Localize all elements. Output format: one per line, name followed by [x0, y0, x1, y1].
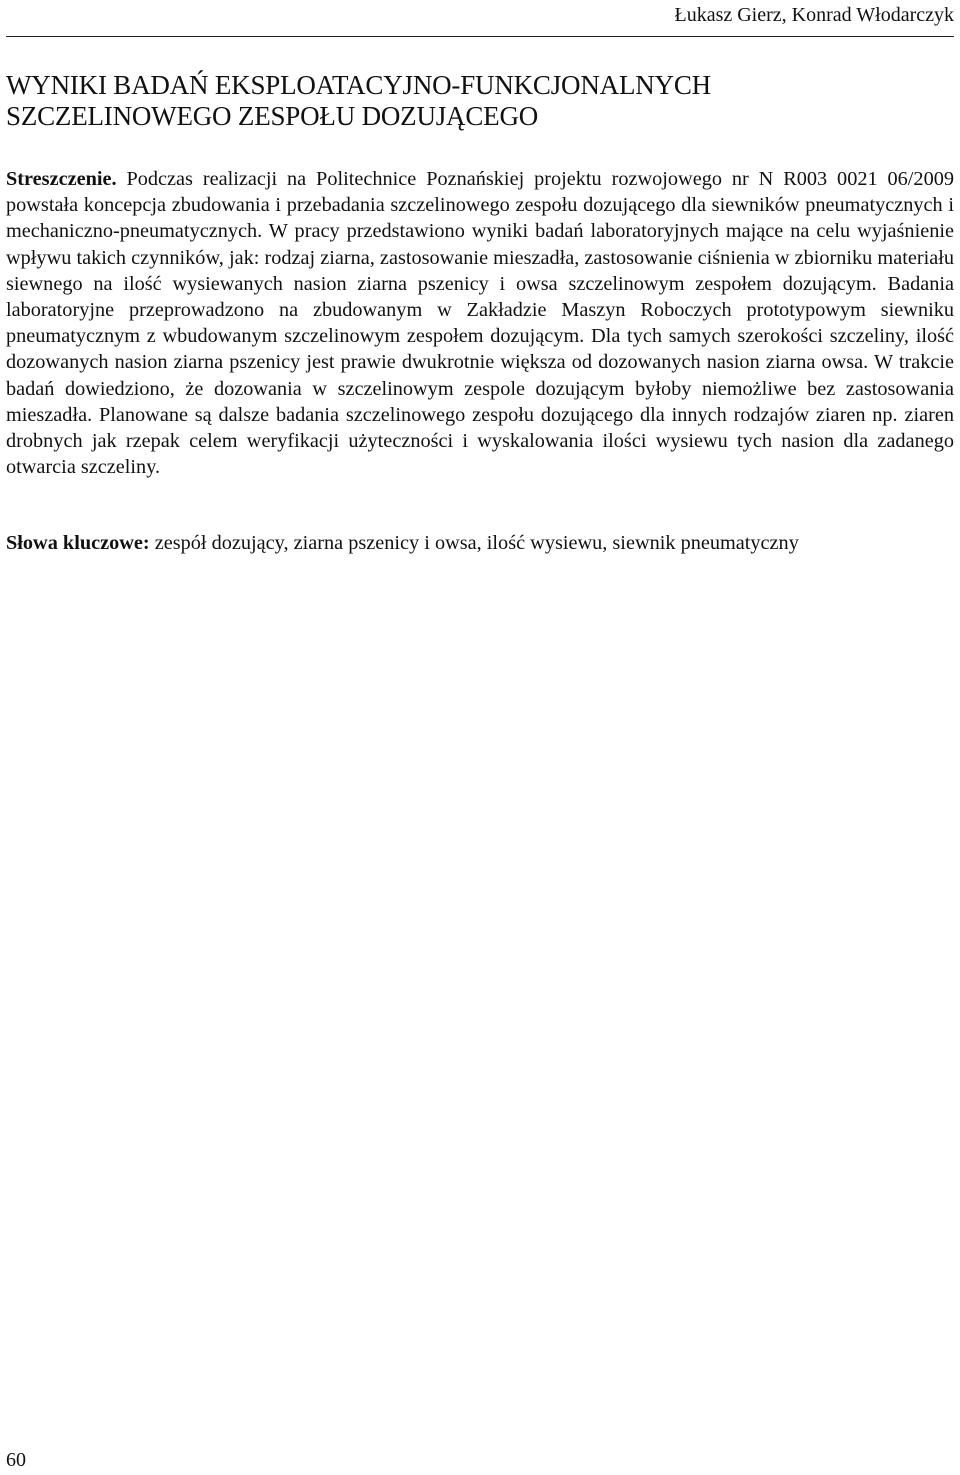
running-header-authors: Łukasz Gierz, Konrad Włodarczyk: [674, 4, 954, 26]
header-divider: [6, 36, 954, 37]
keywords-text: zespół dozujący, ziarna pszenicy i owsa, ilość wysiewu, siewnik pneumatyczny: [149, 532, 799, 554]
page-number: 60: [6, 1449, 26, 1471]
keywords-label: Słowa kluczowe:: [6, 532, 150, 554]
paper-title: [6, 70, 946, 132]
title-line-1: WYNIKI BADAŃ EKSPLOATACYJNO-FUNKCJONALNYCH: [6, 70, 711, 100]
abstract: [6, 166, 954, 480]
abstract-text: Podczas realizacji na Politechnice Poznańskiej projektu rozwojowego nr N R003 0021 06/2009 powstała koncepcja zbudowania i przebadania szczelinowego zespołu dozującego dla siewników pneumatycznych i mechaniczno-pneumatycznych. W pracy przedstawiono wyniki badań laboratoryjnych mające na celu wyjaśnienie wpływu takich czynników, jak: rodzaj ziarna, zastosowanie mieszadła, zastosowanie ciśnienia w zbiorniku materiału siewnego na ilość wysiewanych nasion ziarna pszenicy i owsa szczelinowym zespołem dozującym. Badania laboratoryjne przeprowadzono na zbudowanym w Zakładzie Maszyn Roboczych prototypowym siewniku pneumatycznym z wbudowanym szczelinowym zespołem dozującym. Dla tych samych szerokości szczeliny, ilość dozowanych nasion ziarna pszenicy jest prawie dwukrotnie większa od dozowanych nasion ziarna owsa. W trakcie badań dowiedziono, że dozowania w szczelinowym zespole dozującym byłoby niemożliwe bez zastosowania mieszadła. Planowane są dalsze badania szczelinowego zespołu dozującego dla innych rodzajów ziaren np. ziaren drobnych jak rzepak celem weryfikacji użyteczności i wyskalowania ilości wysiewu tych nasion dla zadanego otwarcia szczeliny.: [6, 168, 954, 479]
title-line-2: SZCZELINOWEGO ZESPOŁU DOZUJĄCEGO: [6, 101, 539, 131]
abstract-label: Streszczenie.: [6, 168, 117, 190]
keywords: [6, 530, 954, 556]
